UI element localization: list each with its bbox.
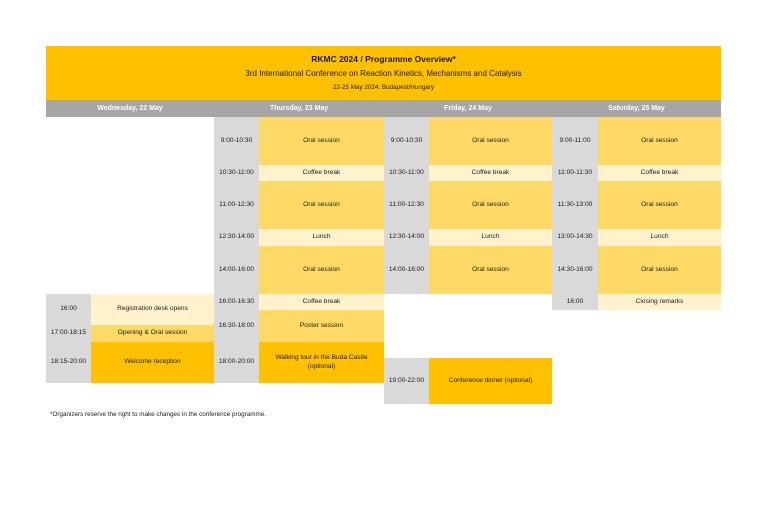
- thu-time-cell: 18:00-20:00: [214, 342, 259, 383]
- fri-time-cell: 11:00-12:30: [384, 181, 429, 229]
- thu-time-cell: 14:00-16:00: [214, 246, 259, 294]
- day-header-saturday: Saturday, 25 May: [552, 100, 721, 117]
- thu-time-cell: 16:00-16:30: [214, 294, 259, 310]
- fri-event-cell: Lunch: [429, 229, 552, 246]
- wed-event-cell: Opening & Oral session: [91, 325, 214, 342]
- fri-event-cell: Oral session: [429, 246, 552, 294]
- thu-time-cell: 10:30-11:00: [214, 165, 259, 181]
- fri-event-cell: Oral session: [429, 117, 552, 165]
- conference-subtitle: 3rd International Conference on Reaction Kinetics, Mechanisms and Catalysis: [245, 69, 522, 78]
- thu-event-cell: Oral session: [259, 181, 384, 229]
- sat-event-cell: Oral session: [598, 117, 721, 165]
- thu-event-cell: Poster session: [259, 310, 384, 342]
- sat-event-cell: Lunch: [598, 229, 721, 246]
- wed-event-cell: Welcome reception: [91, 342, 214, 383]
- thu-event-cell: Walking tour in the Buda Castle (optional): [259, 342, 384, 383]
- fri-event-cell: Coffee break: [429, 165, 552, 181]
- day-header-friday: Friday, 24 May: [384, 100, 552, 117]
- sat-time-cell: 14:30-16:00: [552, 246, 598, 294]
- thu-time-cell: 12:30-14:00: [214, 229, 259, 246]
- sat-time-cell: 13:00-14:30: [552, 229, 598, 246]
- sat-time-cell: 11:30-13:00: [552, 181, 598, 229]
- thu-event-cell: Lunch: [259, 229, 384, 246]
- dates-place: 22-25 May 2024; Budapest/Hungary: [332, 84, 435, 91]
- sat-time-cell: 9:00-11:00: [552, 117, 598, 165]
- wed-time-cell: 16:00: [46, 294, 91, 325]
- thu-event-cell: Oral session: [259, 117, 384, 165]
- sat-time-cell: 11:00-11:30: [552, 165, 598, 181]
- thu-event-cell: Coffee break: [259, 294, 384, 310]
- fri-event-cell: Oral session: [429, 181, 552, 229]
- fri-time-cell: 14:00-16:00: [384, 246, 429, 294]
- sat-time-cell: 16:00: [552, 294, 598, 310]
- day-header-thursday: Thursday, 23 May: [214, 100, 384, 117]
- sat-event-cell: Oral session: [598, 181, 721, 229]
- sat-event-cell: Closing remarks: [598, 294, 721, 310]
- thu-time-cell: 16:30-18:00: [214, 310, 259, 342]
- sat-event-cell: Oral session: [598, 246, 721, 294]
- wed-event-cell: Registration desk opens: [91, 294, 214, 325]
- thu-event-cell: Coffee break: [259, 165, 384, 181]
- fri-time-cell: 9:00-10:30: [384, 117, 429, 165]
- page-title: RKMC 2024 / Programme Overview*: [311, 54, 456, 64]
- day-header-wednesday: Wednesday, 22 May: [46, 100, 214, 117]
- fri-event-cell: Conference dinner (optional): [429, 358, 552, 404]
- fri-time-cell: 12:30-14:00: [384, 229, 429, 246]
- fri-time-cell: 10:30-11:00: [384, 165, 429, 181]
- thu-time-cell: 11:00-12:30: [214, 181, 259, 229]
- thu-time-cell: 9:00-10:30: [214, 117, 259, 165]
- wed-time-cell: 18:15-20:00: [46, 342, 91, 383]
- footnote: *Organizers reserve the right to make changes in the conference programme.: [50, 411, 266, 418]
- wed-time-cell: 17:00-18:15: [46, 325, 91, 342]
- thu-event-cell: Oral session: [259, 246, 384, 294]
- fri-time-cell: 19:00-22:00: [384, 358, 429, 404]
- sat-event-cell: Coffee break: [598, 165, 721, 181]
- title-banner: [46, 46, 721, 100]
